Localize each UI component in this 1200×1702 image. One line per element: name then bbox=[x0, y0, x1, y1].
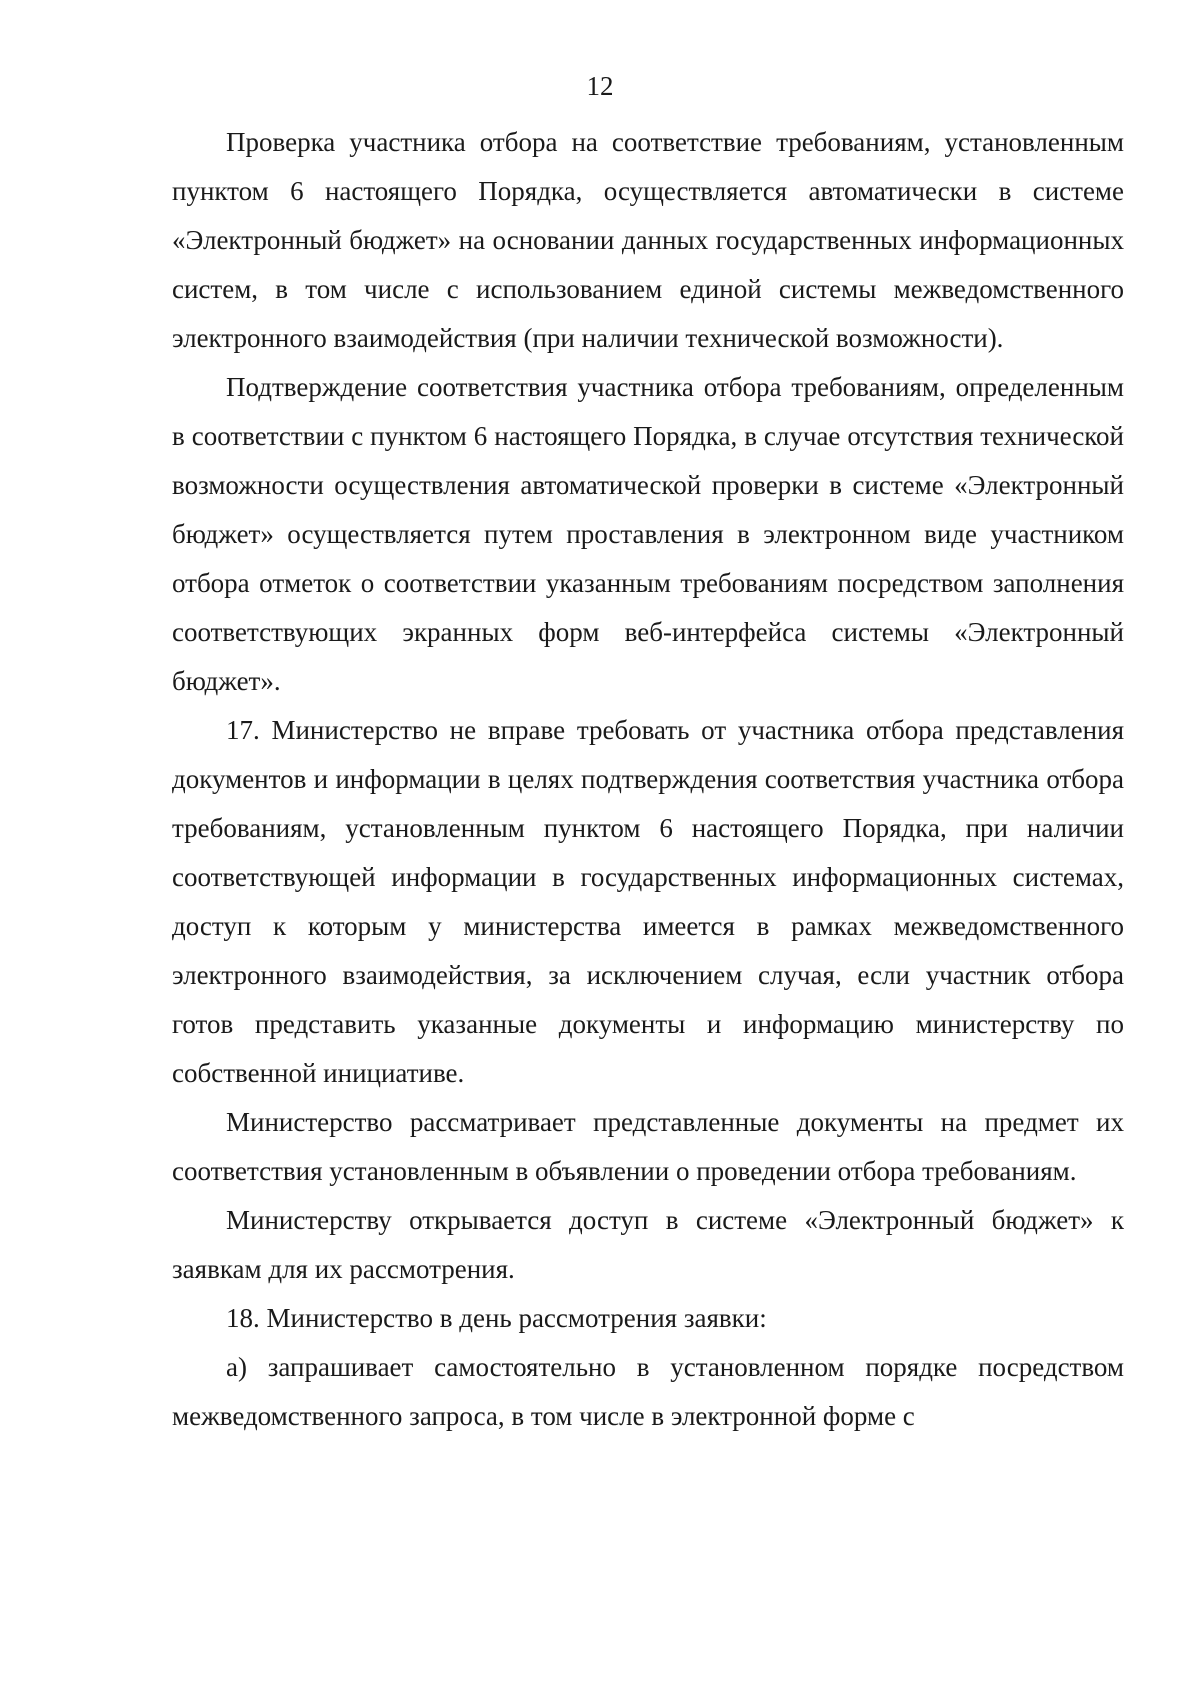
document-body bbox=[172, 118, 1124, 1441]
paragraph-subitem-a: а) запрашивает самостоятельно в установленном порядке посредством межведомственного запроса, в том числе в электронной форме с bbox=[172, 1352, 1124, 1431]
paragraph-item-17: 17. Министерство не вправе требовать от участника отбора представления документов и информации в целях подтверждения соответствия участника отбора требованиям, установленным пунктом 6 настоящего Порядка, при наличии соответствующей информации в государственных информационных системах, доступ к которым у министерства имеется в рамках межведомственного электронного взаимодействия, за исключением случая, если участник отбора готов представить указанные документы и информацию министерству по собственной инициативе. bbox=[172, 715, 1124, 1088]
paragraph-manual-confirmation: Подтверждение соответствия участника отбора требованиям, определенным в соответствии с пунктом 6 настоящего Порядка, в случае отсутствия технической возможности осуществления автоматической проверки в системе «Электронный бюджет» осуществляется путем проставления в электронном виде участником отбора отметок о соответствии указанным требованиям посредством заполнения соответствующих экранных форм веб-интерфейса системы «Электронный бюджет». bbox=[172, 372, 1124, 696]
paragraph-item-18: 18. Министерство в день рассмотрения заявки: bbox=[226, 1303, 767, 1333]
paragraph-access-opening: Министерству открывается доступ в системе «Электронный бюджет» к заявкам для их рассмотрения. bbox=[172, 1205, 1124, 1284]
page-number: 12 bbox=[586, 71, 614, 101]
paragraph-document-review: Министерство рассматривает представленные документы на предмет их соответствия установленным в объявлении о проведении отбора требованиям. bbox=[172, 1107, 1124, 1186]
paragraph-automatic-check: Проверка участника отбора на соответствие требованиям, установленным пунктом 6 настоящего Порядка, осуществляется автоматически в системе «Электронный бюджет» на основании данных государственных информационных систем, в том числе с использованием единой системы межведомственного электронного взаимодействия (при наличии технической возможности). bbox=[172, 127, 1124, 353]
